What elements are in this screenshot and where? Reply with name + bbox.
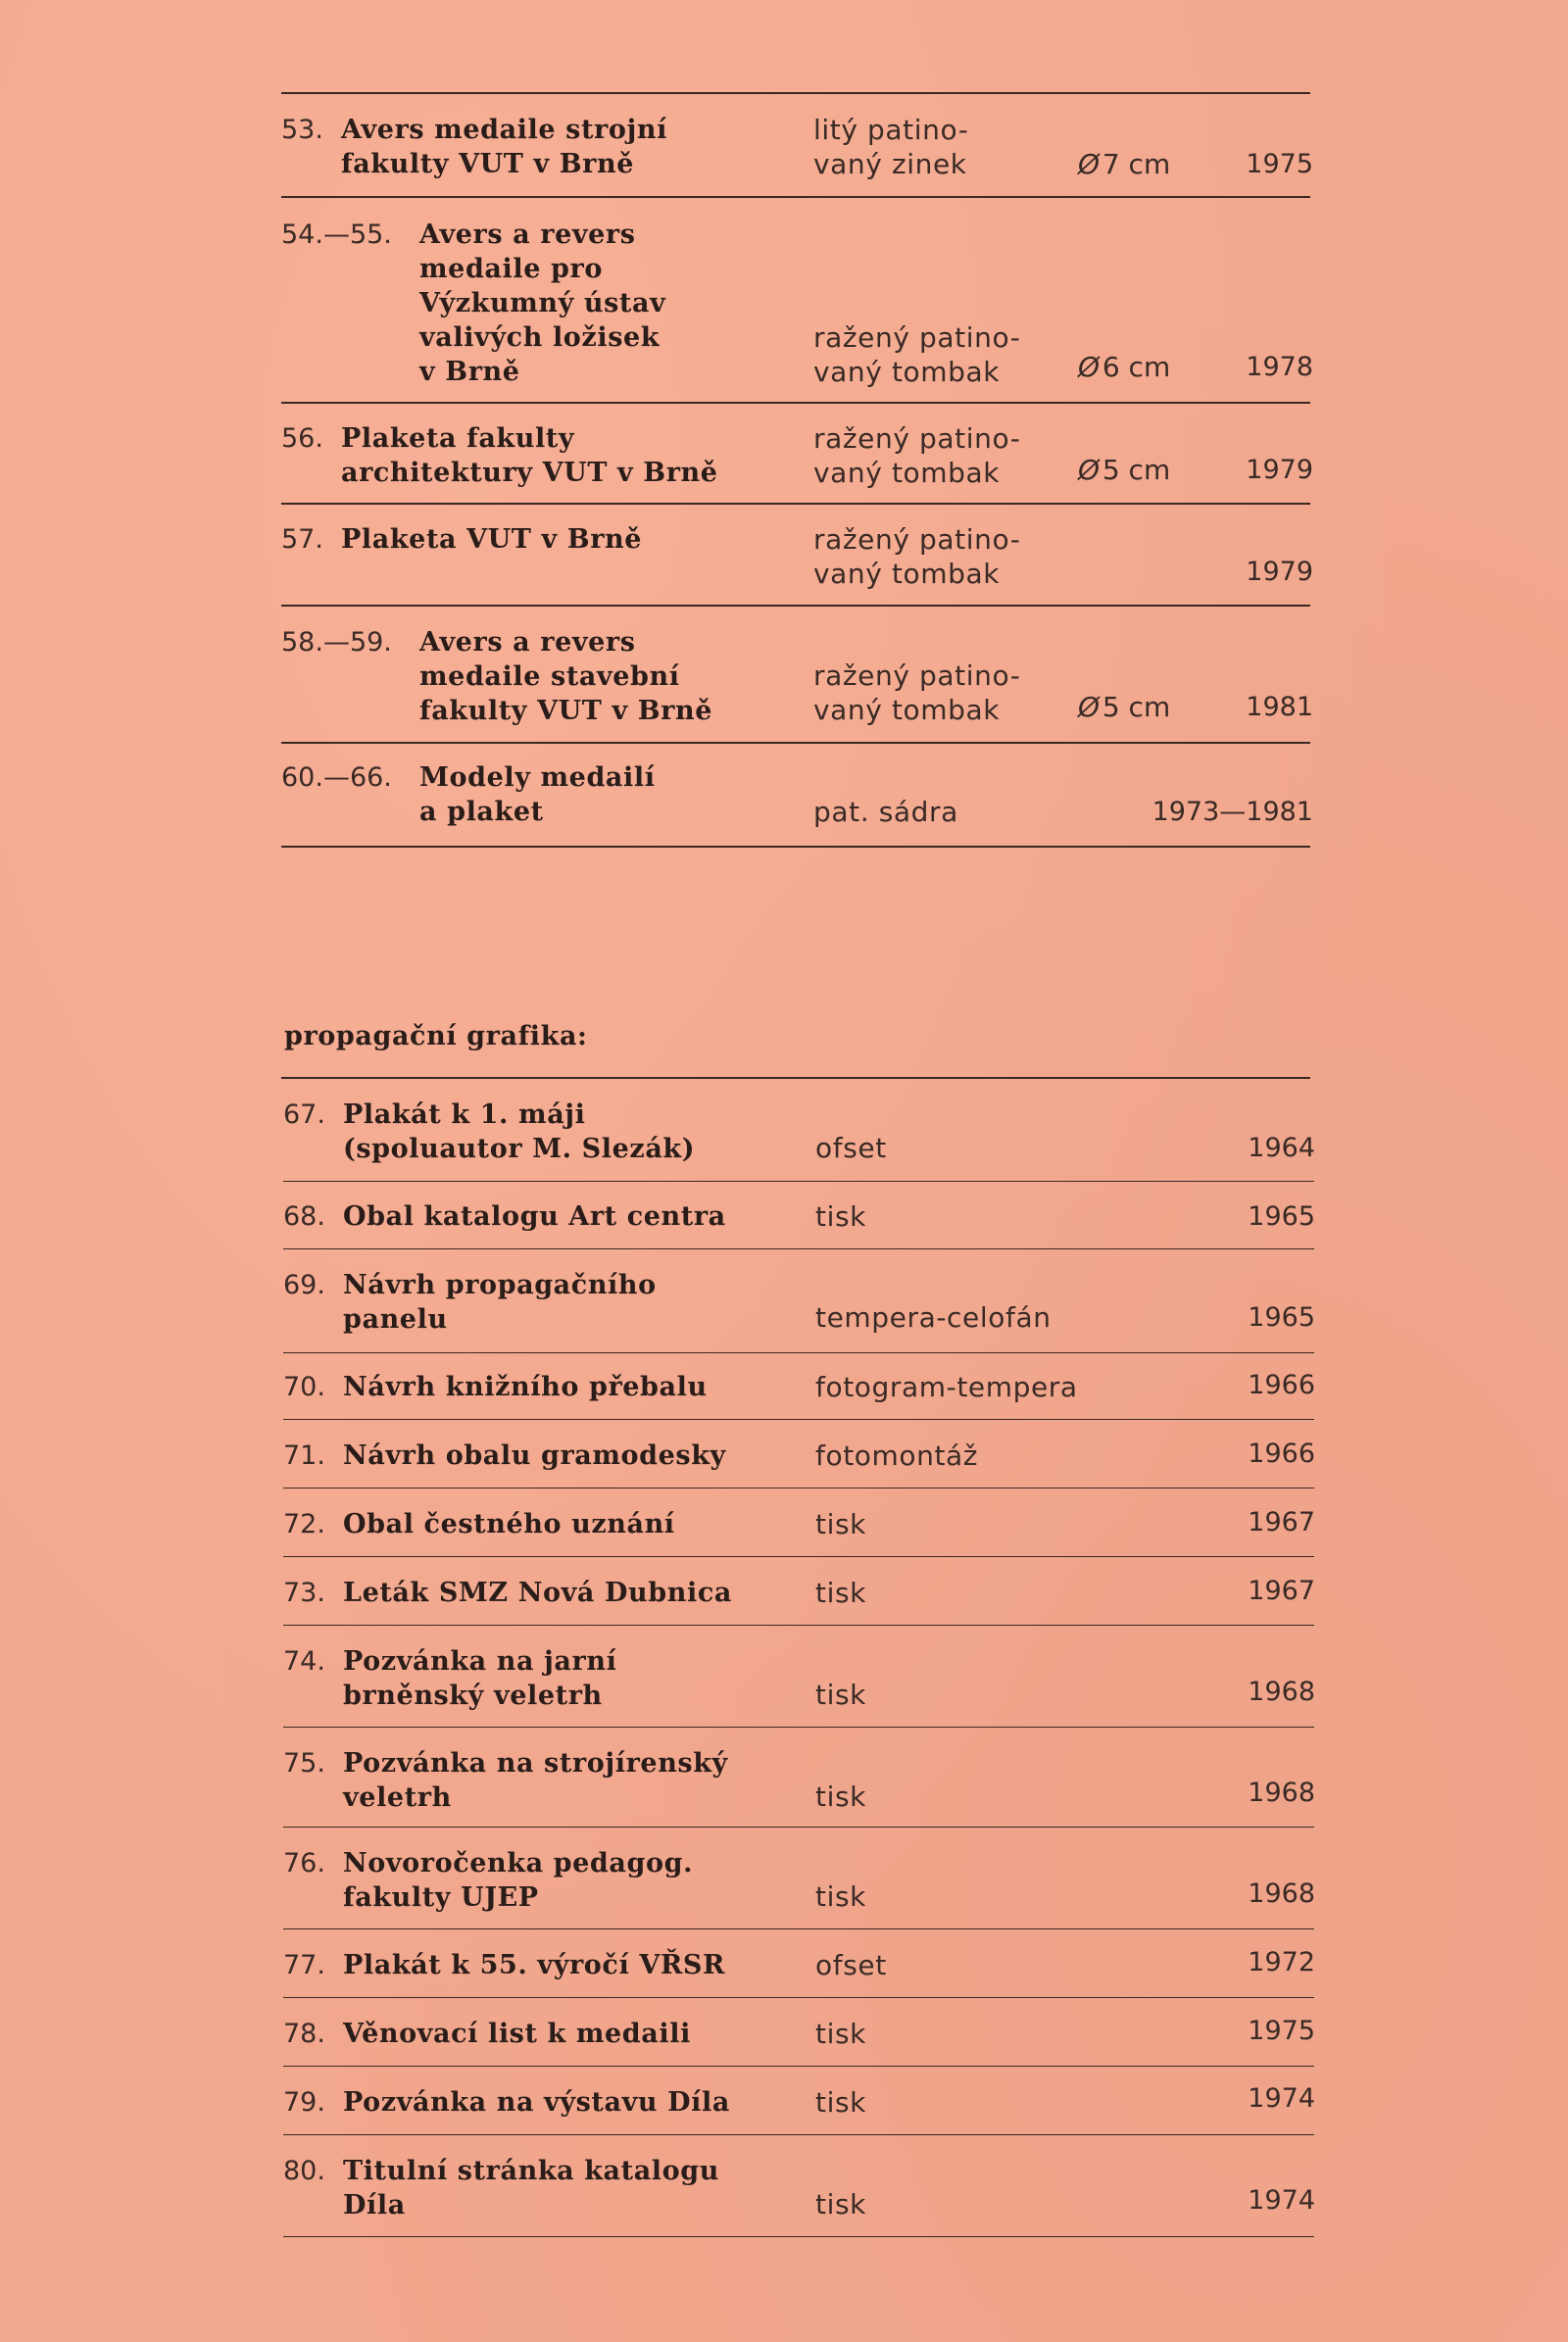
- entry-title-line: medaile pro: [419, 254, 603, 284]
- entry-material: [813, 320, 1020, 389]
- row-divider: [283, 2066, 1314, 2067]
- entry-number: 54.—55.: [281, 220, 392, 250]
- entry-material: tisk: [815, 1577, 866, 1609]
- entry-title-line: a plaket: [419, 797, 544, 827]
- entry-title-line: Návrh knižního přebalu: [343, 1372, 708, 1402]
- row-divider: [283, 1352, 1314, 1353]
- entry-year: 1978: [1246, 352, 1313, 382]
- row-divider: [281, 742, 1310, 744]
- entry-title-line: Plaketa fakulty: [341, 423, 575, 454]
- diameter-icon: Ø: [1078, 454, 1101, 486]
- entry-title: [343, 1846, 693, 1915]
- entry-number: 60.—66.: [281, 762, 392, 793]
- entry-material: tisk: [815, 1679, 866, 1711]
- entry-number: 73.: [283, 1578, 325, 1608]
- row-divider: [281, 402, 1310, 404]
- entry-title-line: (spoluautor M. Slezák): [343, 1134, 696, 1164]
- entry-title-line: Avers a revers: [419, 627, 636, 658]
- diameter-icon: Ø: [1078, 691, 1101, 723]
- entry-title-line: fakulty VUT v Brně: [419, 696, 712, 726]
- entry-title: [419, 218, 665, 389]
- entry-number: 80.: [283, 2156, 325, 2186]
- entry-title-line: brněnský veletrh: [343, 1681, 603, 1711]
- row-divider: [283, 2134, 1314, 2135]
- dimension-value: 5 cm: [1102, 454, 1171, 486]
- row-divider: [283, 1181, 1314, 1182]
- entry-title: [343, 2154, 719, 2222]
- entry-year: 1965: [1248, 1201, 1315, 1232]
- entry-title-line: Obal čestného uznání: [343, 1509, 675, 1539]
- entry-title-line: Titulní stránka katalogu: [343, 2156, 719, 2186]
- row-divider: [281, 503, 1310, 505]
- entry-year: 1979: [1246, 557, 1313, 587]
- entry-year: 1967: [1248, 1507, 1315, 1537]
- entry-title-line: medaile stavební: [419, 661, 680, 692]
- row-divider: [283, 1556, 1314, 1557]
- row-divider: [283, 1827, 1314, 1828]
- entry-number: 75.: [283, 1748, 325, 1779]
- section-rule: [281, 1077, 1310, 1079]
- row-divider: [283, 1727, 1314, 1728]
- entry-material-line: vaný zinek: [813, 148, 967, 180]
- entry-number: 57.: [281, 524, 323, 555]
- entry-title-line: Pozvánka na výstavu Díla: [343, 2087, 730, 2118]
- entry-year: 1968: [1248, 1677, 1315, 1707]
- entry-title-line: Modely medailí: [419, 762, 656, 793]
- entry-material: tisk: [815, 2188, 866, 2220]
- entry-title-line: architektury VUT v Brně: [341, 458, 718, 488]
- entry-title-line: Plakát k 55. výročí VŘSR: [343, 1950, 726, 1980]
- entry-material-line: vaný tombak: [813, 457, 1001, 489]
- entry-material: [813, 659, 1020, 727]
- entry-material: tisk: [815, 1200, 866, 1233]
- top-rule: [281, 92, 1310, 94]
- entry-title: [343, 1644, 616, 1713]
- section-heading-graphics: propagační grafika:: [284, 1021, 588, 1051]
- entry-year: 1974: [1248, 2083, 1315, 2114]
- entry-number: 79.: [283, 2087, 325, 2118]
- entry-title: [343, 1199, 726, 1234]
- entry-material: fotogram-tempera: [815, 1371, 1078, 1403]
- entry-title-line: Návrh propagačního: [343, 1270, 657, 1300]
- row-divider: [283, 1419, 1314, 1420]
- entry-year: 1966: [1248, 1370, 1315, 1400]
- entry-title: [343, 1576, 732, 1610]
- entry-title: [343, 2017, 691, 2051]
- entry-material: tisk: [815, 2086, 866, 2119]
- entry-title-line: Avers medaile strojní: [341, 115, 667, 145]
- entry-material-line: litý patino-: [813, 114, 969, 146]
- entry-material: [813, 522, 1020, 591]
- entry-title-line: veletrh: [343, 1782, 452, 1813]
- entry-material-line: vaný tombak: [813, 356, 1001, 388]
- entry-number: 58.—59.: [281, 627, 392, 658]
- entry-title: [419, 760, 656, 829]
- row-divider: [283, 1928, 1314, 1929]
- entry-year: 1966: [1248, 1439, 1315, 1469]
- row-divider: [281, 605, 1310, 607]
- entry-material: ofset: [815, 1949, 887, 1981]
- entry-number: 71.: [283, 1440, 325, 1471]
- entry-year: 1975: [1248, 2016, 1315, 2046]
- entry-material: tisk: [815, 1781, 866, 1813]
- entry-material-line: vaný tombak: [813, 558, 1001, 590]
- entry-number: 76.: [283, 1848, 325, 1878]
- entry-title: [343, 1948, 725, 1982]
- entry-title-line: Výzkumný ústav: [419, 288, 666, 318]
- diameter-icon: Ø: [1078, 351, 1101, 383]
- entry-title: [341, 522, 642, 557]
- entry-year: 1974: [1248, 2185, 1315, 2216]
- dimension-value: 6 cm: [1102, 351, 1171, 383]
- entry-title-line: Věnovací list k medaili: [343, 2019, 691, 2049]
- entry-title-line: Návrh obalu gramodesky: [343, 1440, 726, 1471]
- row-divider: [281, 846, 1310, 848]
- row-divider: [281, 196, 1310, 198]
- entry-material: [813, 113, 968, 181]
- entry-year: 1979: [1246, 455, 1313, 485]
- entry-material-line: ražený patino-: [813, 523, 1021, 556]
- entry-material: [813, 795, 958, 829]
- entry-title: [343, 1507, 675, 1541]
- entry-title-line: Plakát k 1. máji: [343, 1099, 586, 1130]
- diameter-icon: Ø: [1078, 148, 1101, 180]
- entry-material: fotomontáž: [815, 1439, 979, 1472]
- entry-number: 74.: [283, 1646, 325, 1677]
- entry-material-line: pat. sádra: [813, 796, 958, 828]
- entry-title: [343, 1268, 657, 1337]
- entry-title: [343, 1098, 695, 1166]
- entry-title-line: fakulty VUT v Brně: [341, 149, 634, 179]
- entry-year: 1973—1981: [1152, 797, 1313, 827]
- entry-year: 1968: [1248, 1778, 1315, 1808]
- entry-title-line: Díla: [343, 2190, 406, 2220]
- entry-title-line: Obal katalogu Art centra: [343, 1201, 726, 1232]
- entry-material: [813, 421, 1020, 490]
- entry-material: tisk: [815, 1880, 866, 1913]
- entry-title: [343, 1439, 726, 1473]
- entry-title-line: Leták SMZ Nová Dubnica: [343, 1578, 732, 1608]
- entry-title: [341, 113, 667, 181]
- entry-number: 56.: [281, 423, 323, 454]
- entry-year: 1975: [1246, 149, 1313, 179]
- entry-number: 69.: [283, 1270, 325, 1300]
- entry-year: 1967: [1248, 1576, 1315, 1606]
- entry-year: 1965: [1248, 1302, 1315, 1333]
- entry-number: 72.: [283, 1509, 325, 1539]
- entry-year: 1972: [1248, 1947, 1315, 1977]
- entry-number: 53.: [281, 115, 323, 145]
- row-divider: [283, 1248, 1314, 1249]
- entry-material: tempera-celofán: [815, 1301, 1052, 1334]
- entry-title-line: fakulty UJEP: [343, 1882, 539, 1913]
- entry-title: [343, 1370, 708, 1404]
- entry-title-line: panelu: [343, 1304, 448, 1335]
- dimension-value: 7 cm: [1102, 148, 1171, 180]
- entry-material: tisk: [815, 1508, 866, 1540]
- entry-title-line: Avers a revers: [419, 220, 636, 250]
- entry-title-line: Pozvánka na jarní: [343, 1646, 617, 1677]
- entry-material: ofset: [815, 1132, 887, 1164]
- entry-number: 78.: [283, 2019, 325, 2049]
- entry-material-line: ražený patino-: [813, 659, 1021, 692]
- entry-year: 1968: [1248, 1878, 1315, 1909]
- entry-number: 70.: [283, 1372, 325, 1402]
- entry-material-line: vaný tombak: [813, 694, 1001, 726]
- entry-material-line: ražený patino-: [813, 321, 1021, 354]
- row-divider: [283, 1997, 1314, 1998]
- entry-title-line: Plaketa VUT v Brně: [341, 524, 643, 555]
- entry-title-line: valivých ložisek: [419, 322, 661, 353]
- entry-material-line: ražený patino-: [813, 422, 1021, 455]
- entry-number: 68.: [283, 1201, 325, 1232]
- entry-title-line: Pozvánka na strojírenský: [343, 1748, 728, 1779]
- entry-title-line: Novoročenka pedagog.: [343, 1848, 694, 1878]
- dimension-value: 5 cm: [1102, 691, 1171, 723]
- entry-title-line: v Brně: [419, 357, 520, 387]
- entry-material: tisk: [815, 2018, 866, 2050]
- entry-number: 67.: [283, 1099, 325, 1130]
- entry-year: 1981: [1246, 692, 1313, 722]
- entry-title: [343, 2085, 730, 2120]
- row-divider: [283, 1625, 1314, 1626]
- entry-number: 77.: [283, 1950, 325, 1980]
- entry-title: [343, 1746, 728, 1815]
- entry-year: 1964: [1248, 1133, 1315, 1163]
- bottom-rule: [283, 2236, 1314, 2237]
- entry-title: [341, 421, 718, 490]
- entry-title: [419, 625, 712, 728]
